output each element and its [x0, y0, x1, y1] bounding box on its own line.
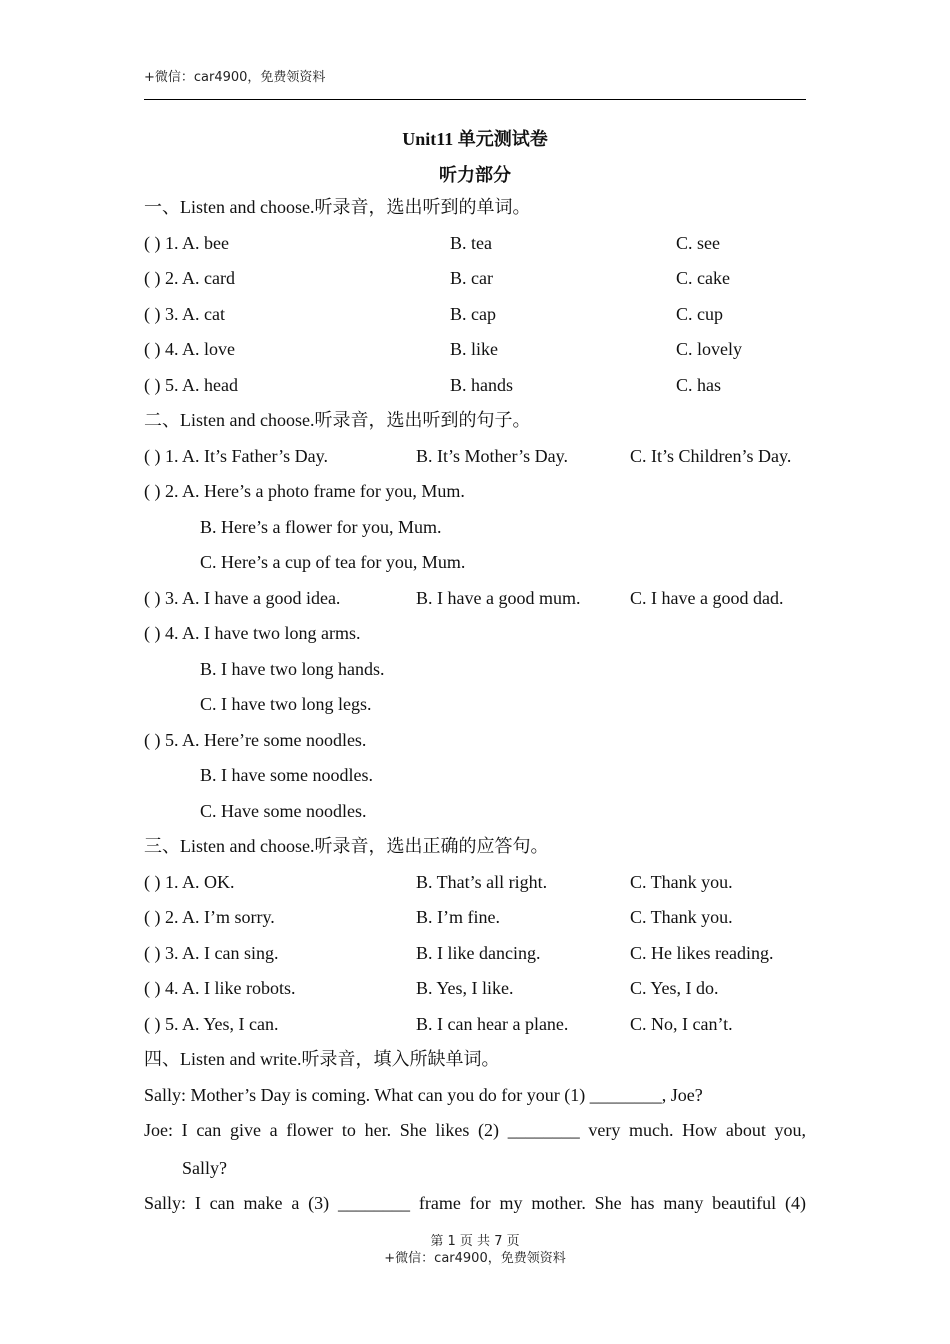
- option-b: B. hands: [450, 375, 513, 395]
- option-c: C. No, I can’t.: [630, 1014, 733, 1034]
- option-b: B. I like dancing.: [416, 943, 541, 963]
- option-b: B. tea: [450, 233, 492, 253]
- option-c: C. lovely: [676, 339, 742, 359]
- option-c: C. Here’s a cup of tea for you, Mum.: [200, 552, 466, 572]
- question-stem: ( ) 2. A. card: [144, 268, 235, 288]
- question-stem: ( ) 4. A. love: [144, 339, 235, 359]
- option-c: C. Have some noodles.: [200, 801, 367, 821]
- question-stem: ( ) 3. A. I have a good idea.: [144, 588, 341, 608]
- option-c: C. Thank you.: [630, 907, 733, 927]
- page-number: 第 1 页 共 7 页: [430, 1234, 520, 1249]
- option-c: C. Thank you.: [630, 872, 733, 892]
- option-c: C. I have a good dad.: [630, 588, 784, 608]
- option-b: B. I have a good mum.: [416, 588, 581, 608]
- question-stem: ( ) 5. A. Here’re some noodles.: [144, 730, 367, 750]
- question-stem: ( ) 1. A. OK.: [144, 872, 235, 892]
- dialogue-line: Joe: I can give a flower to her. She likes (2) ________ very much. How about you,: [144, 1120, 806, 1140]
- option-c: C. He likes reading.: [630, 943, 774, 963]
- question-stem: ( ) 5. A. head: [144, 375, 238, 395]
- option-b: B. car: [450, 268, 493, 288]
- page-subtitle: 听力部分: [439, 165, 511, 185]
- option-c: C. see: [676, 233, 720, 253]
- question-stem: ( ) 1. A. bee: [144, 233, 229, 253]
- question-stem: ( ) 4. A. I like robots.: [144, 978, 296, 998]
- section4-heading: 四、Listen and write.听录音，填入所缺单词。: [144, 1049, 500, 1069]
- question-stem: ( ) 5. A. Yes, I can.: [144, 1014, 279, 1034]
- option-b: B. Yes, I like.: [416, 978, 514, 998]
- dialogue-line-continued: Sally?: [182, 1158, 227, 1178]
- section2-heading: 二、Listen and choose.听录音，选出听到的句子。: [144, 410, 531, 430]
- question-stem: ( ) 2. A. I’m sorry.: [144, 907, 275, 927]
- dialogue-line: Sally: Mother’s Day is coming. What can you do for your (1) ________, Joe?: [144, 1085, 703, 1105]
- option-b: B. I have some noodles.: [200, 765, 373, 785]
- option-c: C. has: [676, 375, 721, 395]
- option-b: B. I can hear a plane.: [416, 1014, 569, 1034]
- option-c: C. It’s Children’s Day.: [630, 446, 792, 466]
- footer-note: +微信：car4900，免费领资料: [384, 1251, 566, 1266]
- option-b: B. I’m fine.: [416, 907, 500, 927]
- option-b: B. Here’s a flower for you, Mum.: [200, 517, 442, 537]
- header-rule: [144, 99, 806, 100]
- header-note: +微信：car4900，免费领资料: [144, 70, 326, 85]
- option-c: C. I have two long legs.: [200, 694, 372, 714]
- option-c: C. cake: [676, 268, 730, 288]
- option-c: C. Yes, I do.: [630, 978, 719, 998]
- option-b: B. I have two long hands.: [200, 659, 385, 679]
- question-stem: ( ) 3. A. cat: [144, 304, 225, 324]
- dialogue-line: Sally: I can make a (3) ________ frame for my mother. She has many beautiful (4): [144, 1193, 806, 1213]
- option-b: B. That’s all right.: [416, 872, 548, 892]
- question-stem: ( ) 1. A. It’s Father’s Day.: [144, 446, 328, 466]
- question-stem: ( ) 2. A. Here’s a photo frame for you, Mum.: [144, 481, 465, 501]
- question-stem: ( ) 3. A. I can sing.: [144, 943, 279, 963]
- page-title: Unit11 单元测试卷: [402, 129, 548, 149]
- section1-heading: 一、Listen and choose.听录音，选出听到的单词。: [144, 197, 531, 217]
- question-stem: ( ) 4. A. I have two long arms.: [144, 623, 361, 643]
- option-b: B. like: [450, 339, 498, 359]
- option-c: C. cup: [676, 304, 723, 324]
- section3-heading: 三、Listen and choose.听录音，选出正确的应答句。: [144, 836, 549, 856]
- option-b: B. It’s Mother’s Day.: [416, 446, 568, 466]
- option-b: B. cap: [450, 304, 496, 324]
